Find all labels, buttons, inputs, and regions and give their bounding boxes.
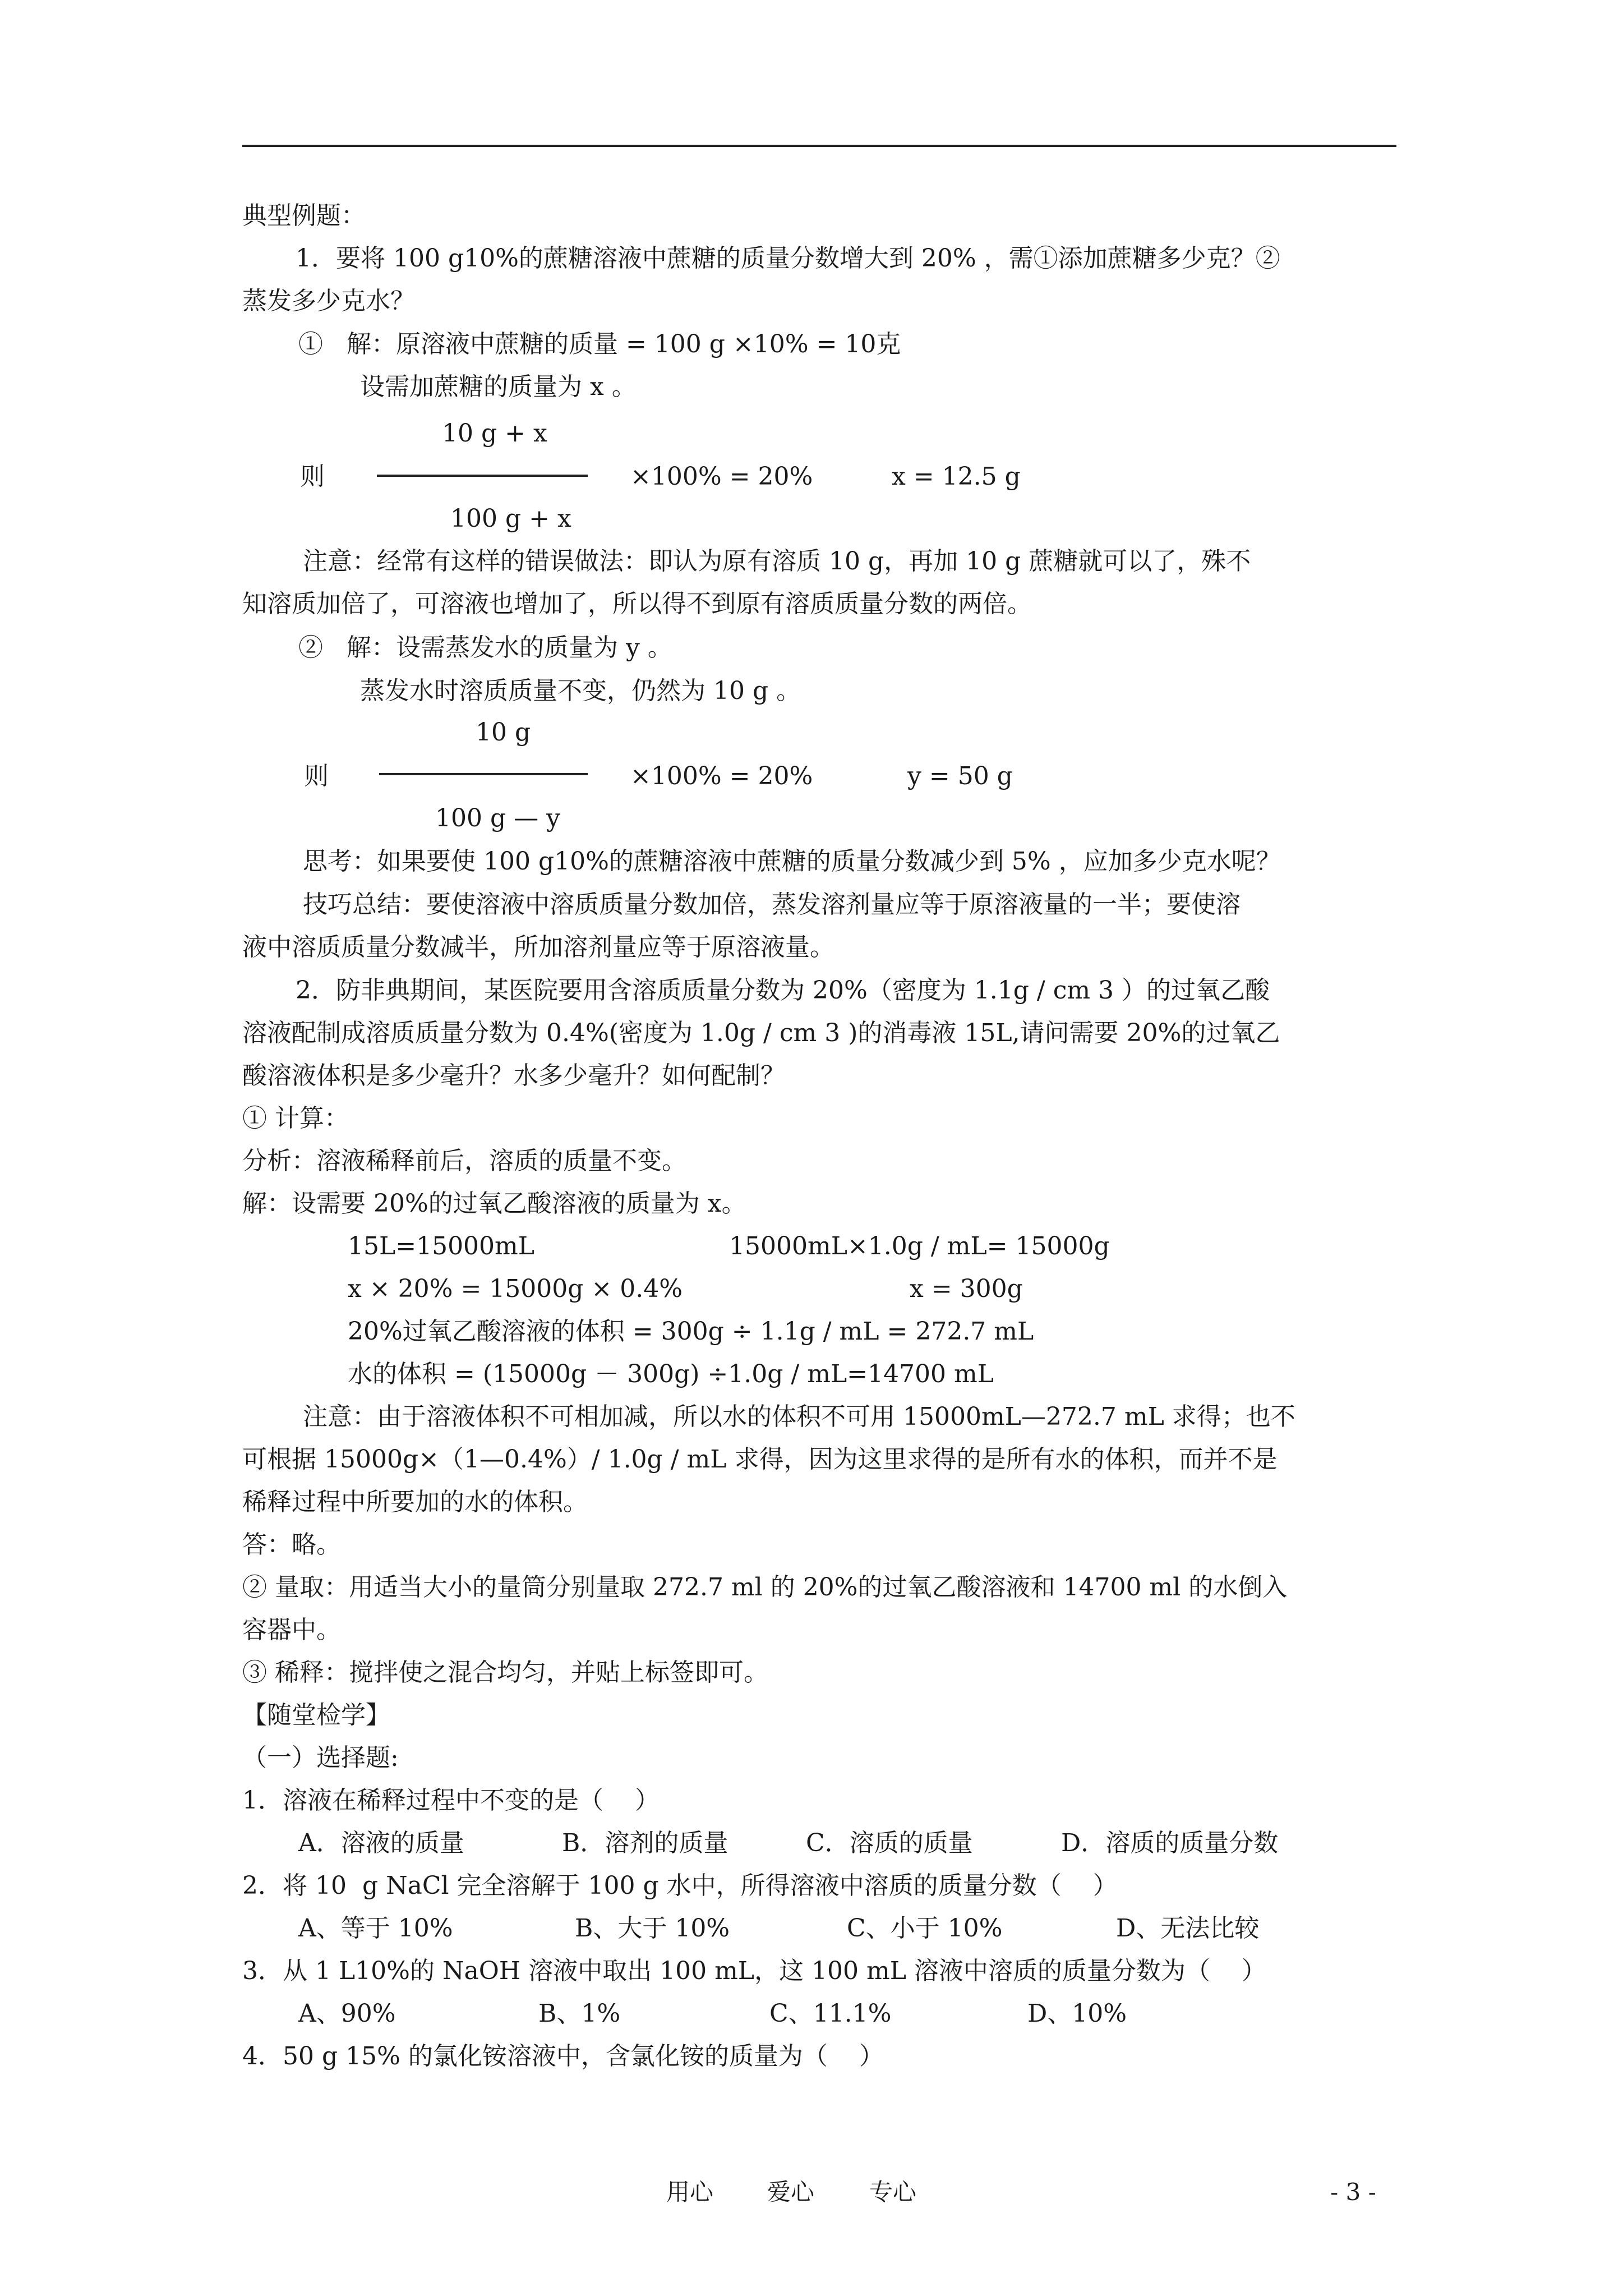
example2-question-line1: 2．防非典期间，某医院要用含溶质质量分数为 20%（密度为 1.1g / cm 3 ）的过氧乙酸 xyxy=(296,976,1270,1005)
answer-line: 答：略。 xyxy=(242,1530,341,1559)
quiz3-option-d: D、10% xyxy=(1027,1999,1127,2028)
quiz1-option-b: B．溶剂的质量 xyxy=(562,1829,728,1857)
calc-line4: 水的体积 = (15000g － 300g) ÷1.0g / mL=14700 mL xyxy=(348,1360,994,1388)
quiz2-option-a: A、等于 10% xyxy=(298,1914,453,1943)
tip-line2: 液中溶质质量分数减半，所加溶剂量应等于原溶液量。 xyxy=(242,933,834,961)
equation1-denominator: 100 g + x xyxy=(450,504,571,533)
quiz-question-4: 4．50 g 15% 的氯化铵溶液中，含氯化铵的质量为（ ） xyxy=(242,2042,884,2070)
equation2-fraction-bar xyxy=(379,773,588,775)
equation2-numerator: 10 g xyxy=(476,718,531,747)
example1-solution1-line2: 设需加蔗糖的质量为 x 。 xyxy=(360,372,637,401)
step-calculate: ① 计算： xyxy=(242,1104,349,1133)
quiz-question-3: 3．从 1 L10%的 NaOH 溶液中取出 100 mL，这 100 mL 溶液中溶质的质量分数为（ ） xyxy=(242,1957,1266,1985)
tip-line1: 技巧总结：要使溶液中溶质质量分数加倍，蒸发溶剂量应等于原溶液量的一半；要使溶 xyxy=(303,890,1241,919)
analysis-line: 分析：溶液稀释前后，溶质的质量不变。 xyxy=(242,1147,686,1175)
quiz2-option-b: B、大于 10% xyxy=(575,1914,730,1943)
quiz-section-choice: （一）选择题: xyxy=(242,1743,399,1772)
calc-line2-right: x = 300g xyxy=(910,1274,1023,1303)
quiz-question-2: 2．将 10 g NaCl 完全溶解于 100 g 水中，所得溶液中溶质的质量分数（ ） xyxy=(242,1871,1118,1900)
quiz3-option-c: C、11.1% xyxy=(769,1999,892,2028)
calc-line1-right: 15000mL×1.0g / mL= 15000g xyxy=(729,1232,1110,1260)
example2-question-line2: 溶液配制成溶质质量分数为 0.4%(密度为 1.0g / cm 3 )的消毒液 15L,请问需要 20%的过氧乙 xyxy=(242,1019,1280,1047)
quiz1-option-d: D．溶质的质量分数 xyxy=(1061,1829,1279,1857)
calc-line3: 20%过氧乙酸溶液的体积 = 300g ÷ 1.1g / mL = 272.7 mL xyxy=(348,1317,1034,1346)
equation1-result: x = 12.5 g xyxy=(892,462,1021,491)
example1-solution2-line2: 蒸发水时溶质质量不变，仍然为 10 g 。 xyxy=(360,677,801,705)
note2-line3: 稀释过程中所要加的水的体积。 xyxy=(242,1488,588,1516)
quiz3-option-b: B、1% xyxy=(538,1999,621,2028)
equation1-percent: ×100% = 20% xyxy=(630,462,813,491)
header-rule xyxy=(242,145,1396,147)
footer-motto-zhuanxin: 专心 xyxy=(869,2178,917,2206)
example1-solution2-line1: ② 解：设需蒸发水的质量为 y 。 xyxy=(298,633,672,662)
page-number: - 3 - xyxy=(1330,2178,1376,2206)
equation1-numerator: 10 g + x xyxy=(442,419,547,448)
equation2-result: y = 50 g xyxy=(907,762,1013,790)
section-heading-examples: 典型例题： xyxy=(242,201,366,230)
quiz1-option-c: C．溶质的质量 xyxy=(806,1829,973,1857)
note1-line1: 注意：经常有这样的错误做法：即认为原有溶质 10 g，再加 10 g 蔗糖就可以了，殊不 xyxy=(303,547,1251,576)
quiz2-option-d: D、无法比较 xyxy=(1116,1914,1260,1943)
footer-motto-aixin: 爱心 xyxy=(767,2178,815,2206)
example1-solution1-line1: ① 解：原溶液中蔗糖的质量 = 100 g ×10% = 10克 xyxy=(298,330,901,358)
example2-question-line3: 酸溶液体积是多少毫升？水多少毫升？如何配制？ xyxy=(242,1061,785,1090)
quiz1-option-a: A．溶液的质量 xyxy=(298,1829,464,1857)
equation2-denominator: 100 g — y xyxy=(435,804,560,832)
note2-line1: 注意：由于溶液体积不可相加减，所以水的体积不可用 15000mL—272.7 mL 求得；也不 xyxy=(303,1402,1295,1431)
note1-line2: 知溶质加倍了，可溶液也增加了，所以得不到原有溶质质量分数的两倍。 xyxy=(242,590,1032,618)
quiz-question-1: 1．溶液在稀释过程中不变的是（ ） xyxy=(242,1786,660,1815)
solve-line: 解：设需要 20%的过氧乙酸溶液的质量为 x。 xyxy=(242,1189,746,1218)
equation1-fraction-bar xyxy=(377,475,588,477)
quiz3-option-a: A、90% xyxy=(298,1999,396,2028)
equation1-ze: 则 xyxy=(300,462,325,491)
step-measure-line2: 容器中。 xyxy=(242,1616,341,1644)
equation2-percent: ×100% = 20% xyxy=(630,762,813,790)
note2-line2: 可根据 15000g×（1—0.4%）/ 1.0g / mL 求得，因为这里求得的是所有水的体积，而并不是 xyxy=(242,1445,1278,1474)
quiz-heading: 【随堂检学】 xyxy=(242,1701,390,1729)
equation2-ze: 则 xyxy=(304,762,329,790)
calc-line2-left: x × 20% = 15000g × 0.4% xyxy=(348,1274,683,1303)
calc-line1-left: 15L=15000mL xyxy=(348,1232,534,1260)
example1-question-line1: 1．要将 100 g10%的蔗糖溶液中蔗糖的质量分数增大到 20% ，需①添加蔗糖多少克？② xyxy=(296,244,1280,273)
footer-motto-yongxin: 用心 xyxy=(666,2178,714,2206)
step-measure-line1: ② 量取：用适当大小的量筒分别量取 272.7 ml 的 20%的过氧乙酸溶液和 14700 ml 的水倒入 xyxy=(242,1573,1288,1602)
quiz2-option-c: C、小于 10% xyxy=(847,1914,1003,1943)
think-question: 思考：如果要使 100 g10%的蔗糖溶液中蔗糖的质量分数减少到 5% ，应加多少克水呢？ xyxy=(303,847,1281,876)
step-dilute: ③ 稀释：搅拌使之混合均匀，并贴上标签即可。 xyxy=(242,1658,768,1687)
example1-question-line2: 蒸发多少克水？ xyxy=(242,287,415,315)
